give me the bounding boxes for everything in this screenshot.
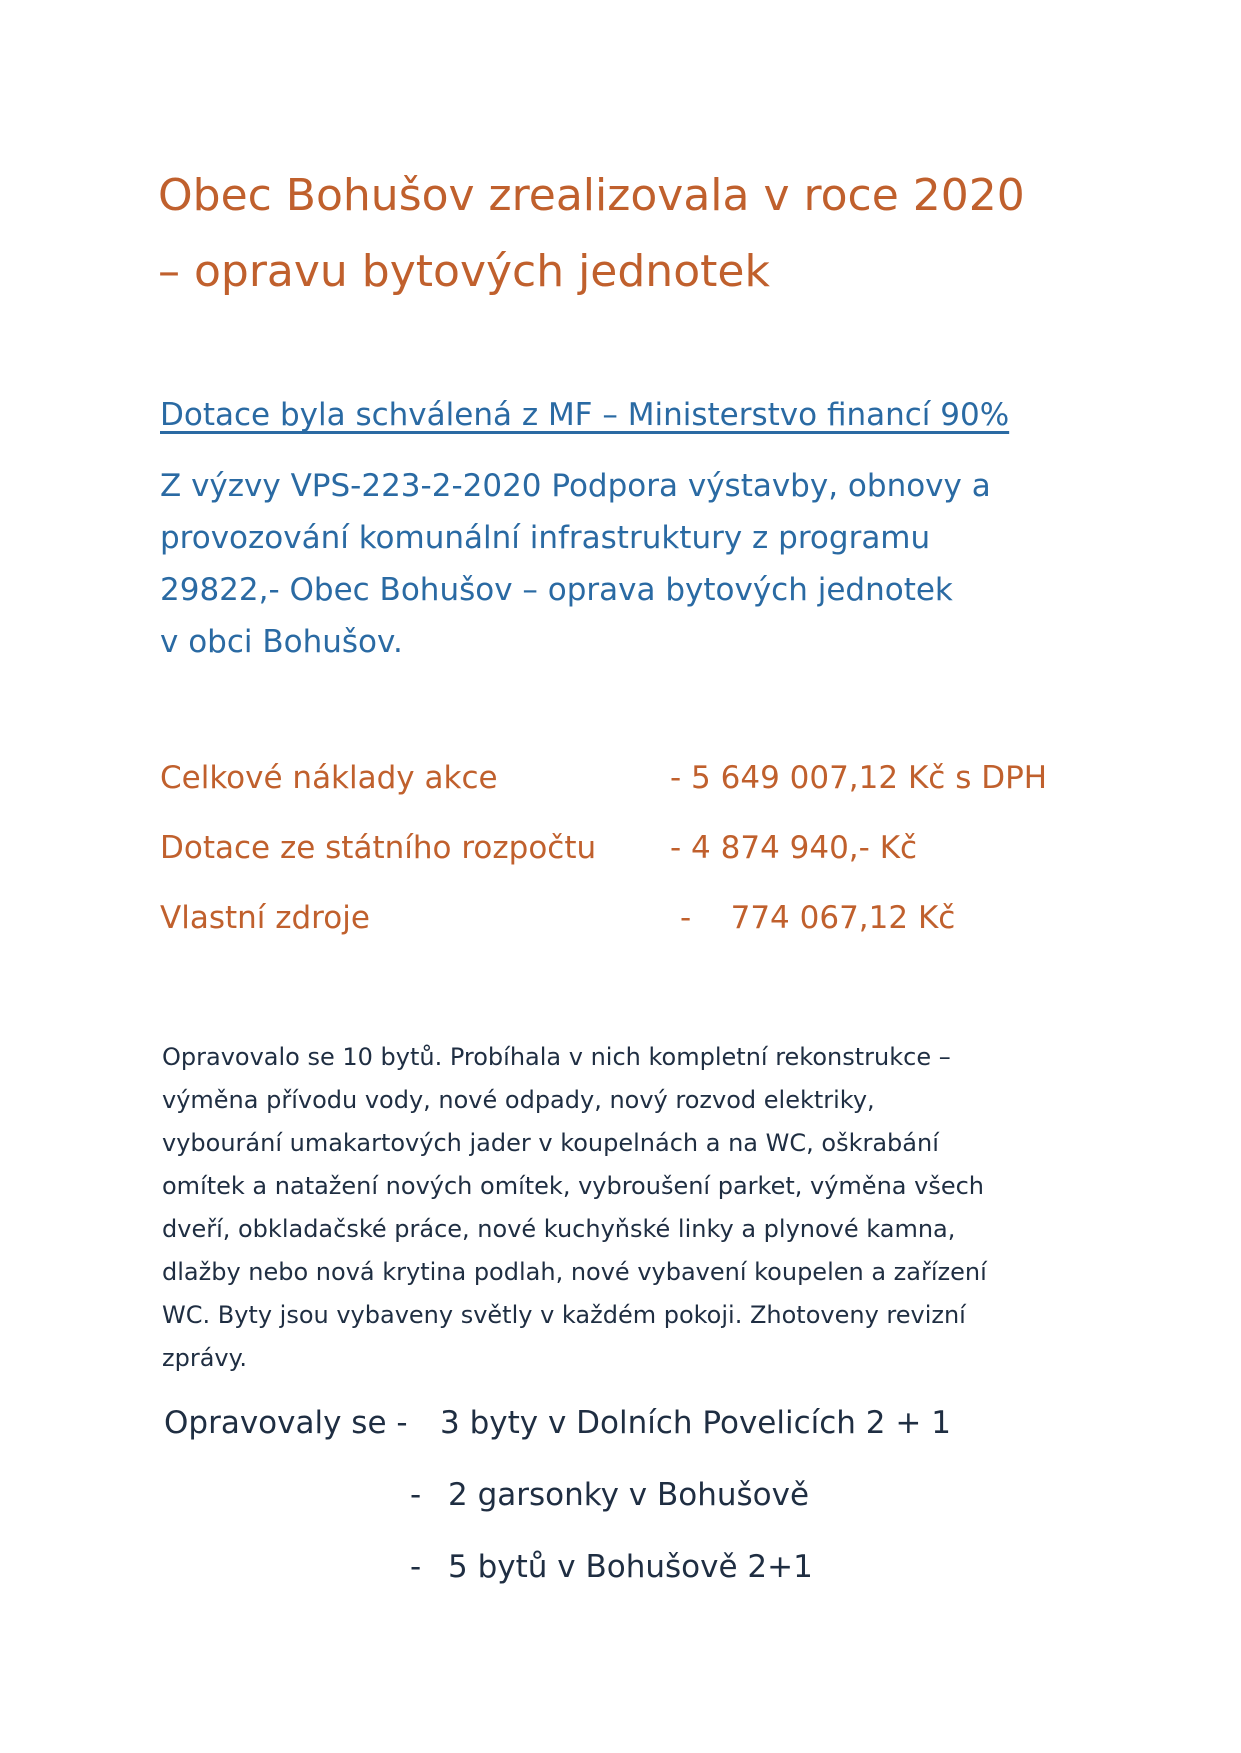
- description-line: Opravovalo se 10 bytů. Probíhala v nich kompletní rekonstrukce –: [162, 1043, 951, 1071]
- subsidy-heading: Dotace byla schválená z MF – Ministerstvo financí 90%: [160, 397, 1010, 433]
- repairs-list: [164, 1405, 1064, 1621]
- cost-value-state: - 4 874 940,- Kč: [670, 830, 918, 866]
- title-line-1: Obec Bohušov zrealizovala v roce 2020: [158, 170, 1025, 221]
- call-paragraph: [160, 460, 991, 668]
- repairs-dash-item: [410, 1477, 809, 1513]
- description-line: omítek a natažení nových omítek, vybroušení parket, výměna všech: [162, 1172, 984, 1200]
- cost-row-state: [160, 830, 1080, 900]
- repairs-row: [164, 1405, 1064, 1477]
- description-line: vybourání umakartových jader v koupelnách a na WC, oškrabání: [162, 1129, 939, 1157]
- description-line: WC. Byty jsou vybaveny světly v každém pokoji. Zhotoveny revizní: [162, 1301, 966, 1329]
- cost-value-total: - 5 649 007,12 Kč s DPH: [670, 760, 1048, 796]
- repairs-dash-item: [410, 1549, 813, 1585]
- call-line: 29822,- Obec Bohušov – oprava bytových jednotek: [160, 572, 953, 608]
- cost-row-own: [160, 900, 1080, 970]
- description-paragraph: [162, 1036, 1082, 1380]
- repairs-row: [164, 1477, 1064, 1549]
- cost-value-own: - 774 067,12 Kč: [680, 900, 956, 936]
- description-line: dlažby nebo nová krytina podlah, nové vybavení koupelen a zařízení: [162, 1258, 987, 1286]
- document-title: [158, 158, 1078, 310]
- repairs-item: 2 garsonky v Bohušově: [448, 1477, 810, 1513]
- cost-label-state: Dotace ze státního rozpočtu: [160, 830, 597, 866]
- cost-label-total: Celkové náklady akce: [160, 760, 498, 796]
- list-dash: -: [410, 1477, 422, 1513]
- call-line: v obci Bohušov.: [160, 624, 403, 660]
- call-line: Z výzvy VPS-223-2-2020 Podpora výstavby, obnovy a: [160, 468, 991, 504]
- list-dash: -: [410, 1549, 422, 1585]
- cost-row-total: [160, 760, 1080, 830]
- description-line: výměna přívodu vody, nové odpady, nový rozvod elektriky,: [162, 1086, 875, 1114]
- call-line: provozování komunální infrastruktury z programu: [160, 520, 931, 556]
- description-line: dveří, obkladačské práce, nové kuchyňské linky a plynové kamna,: [162, 1215, 956, 1243]
- repairs-item: 3 byty v Dolních Povelicích 2 + 1: [440, 1405, 951, 1441]
- repairs-item: 5 bytů v Bohušově 2+1: [448, 1549, 813, 1585]
- cost-summary: [160, 760, 1080, 970]
- repairs-row: [164, 1549, 1064, 1621]
- cost-label-own: Vlastní zdroje: [160, 900, 370, 936]
- title-line-2: – opravu bytových jednotek: [158, 246, 770, 297]
- description-line: zprávy.: [162, 1344, 248, 1372]
- repairs-lead: Opravovaly se -: [164, 1405, 408, 1441]
